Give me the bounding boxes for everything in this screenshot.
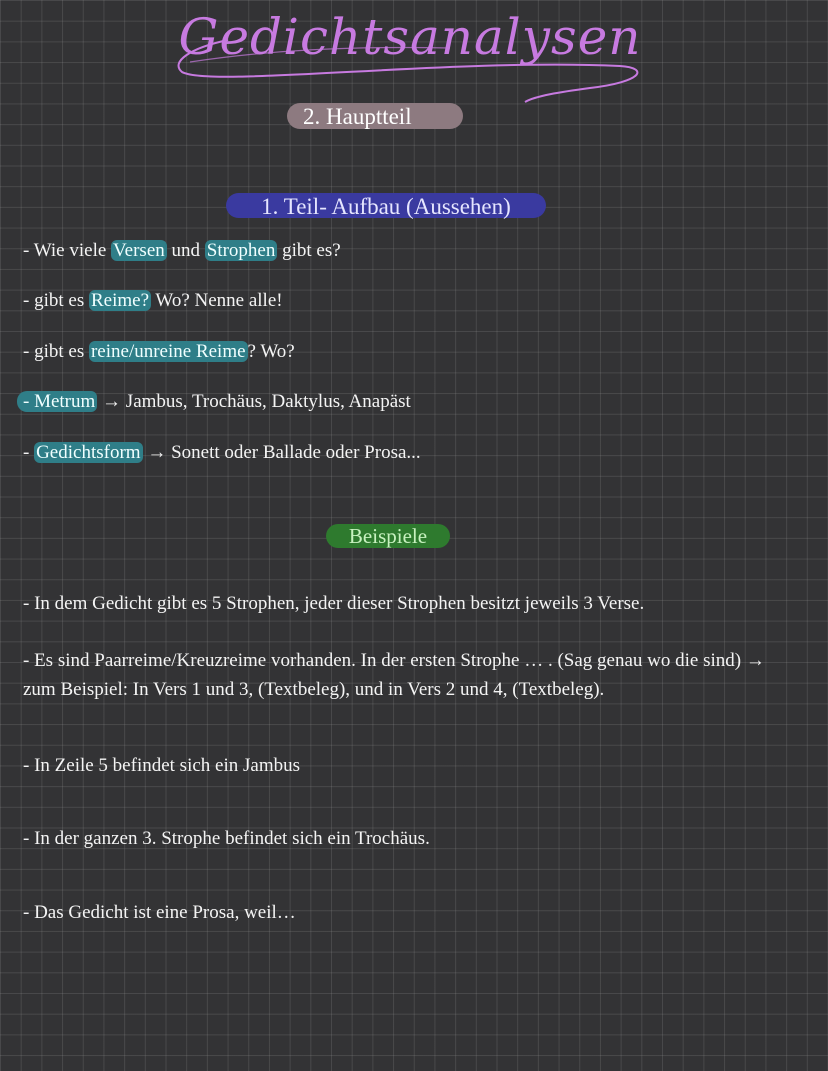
section-heading-aufbau: 1. Teil- Aufbau (Aussehen) bbox=[226, 193, 546, 218]
example-jambus: - In Zeile 5 befindet sich ein Jambus bbox=[23, 755, 301, 776]
example-strophen: - In dem Gedicht gibt es 5 Strophen, jeder dieser Strophen besitzt jeweils 3 Verse. bbox=[23, 593, 645, 614]
question-reine-reime: - gibt es reine/unreine Reime ? Wo? bbox=[23, 341, 295, 362]
question-metrum: - Metrum → Jambus, Trochäus, Daktylus, Anapäst bbox=[23, 387, 788, 416]
section-heading-beispiele: Beispiele bbox=[326, 524, 450, 548]
highlight-reime: Reime? bbox=[90, 290, 149, 311]
example-reime: - Es sind Paarreime/Kreuzreime vorhanden. In der ersten Strophe … . (Sag genau wo die sind) → zum Beispiel: In Vers 1 und 3, (Textbeleg), und in Vers 2 und 4, (Textbeleg). bbox=[23, 650, 765, 700]
highlight-versen: Versen bbox=[113, 240, 165, 261]
subtitle-badge: 2. Hauptteil bbox=[287, 103, 463, 129]
question-verse-strophen: - Wie viele Versen und Strophen gibt es? bbox=[23, 240, 341, 261]
example-trochaeus: - In der ganzen 3. Strophe befindet sich ein Trochäus. bbox=[23, 828, 430, 849]
question-reime: - gibt es Reime? Wo? Nenne alle! bbox=[23, 290, 283, 311]
highlight-reine-unreine-reime: reine/unreine Reime bbox=[90, 341, 246, 362]
question-gedichtsform: - Gedichtsform → Sonett oder Ballade oder Prosa... bbox=[23, 442, 421, 463]
highlight-gedichtsform: Gedichtsform bbox=[36, 442, 141, 463]
page-title-text: Gedichtsanalysen bbox=[178, 8, 642, 66]
page-title bbox=[150, 0, 670, 110]
example-prosa: - Das Gedicht ist eine Prosa, weil… bbox=[23, 902, 296, 923]
highlight-metrum: - Metrum bbox=[17, 391, 97, 412]
highlight-strophen: Strophen bbox=[206, 240, 276, 261]
